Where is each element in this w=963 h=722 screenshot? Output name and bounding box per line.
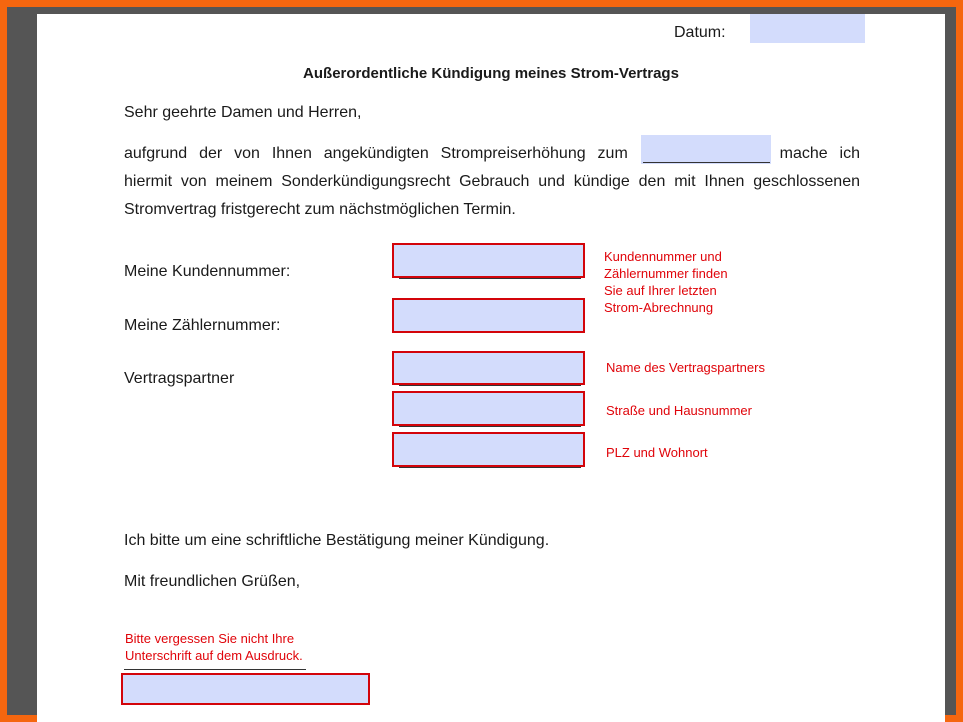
zip-city-underline <box>399 467 581 468</box>
contract-partner-label: Vertragspartner <box>124 370 235 387</box>
numbers-hint-line-4: Strom-Abrechnung <box>604 300 714 315</box>
date-label: Datum: <box>674 24 726 41</box>
numbers-hint-line-2: Zählernummer finden <box>604 266 728 281</box>
price-increase-date-underline <box>643 162 770 163</box>
signature-hint-note <box>125 630 303 664</box>
partner-name-note: Name des Vertragspartners <box>606 360 765 375</box>
street-field[interactable] <box>392 391 585 426</box>
signature-hint-line-1: Bitte vergessen Sie nicht Ihre <box>125 631 295 646</box>
confirmation-request: Ich bitte um eine schriftliche Bestätigung meiner Kündigung. <box>124 532 550 549</box>
signature-underline <box>124 669 306 670</box>
closing: Mit freundlichen Grüßen, <box>124 573 301 590</box>
zip-city-note: PLZ und Wohnort <box>606 445 708 460</box>
body-line-3: Stromvertrag fristgerecht zum nächstmöglichen Termin. <box>124 201 516 218</box>
customer-number-underline <box>399 278 581 279</box>
street-note: Straße und Hausnummer <box>606 403 752 418</box>
date-field[interactable] <box>750 14 865 43</box>
customer-number-label: Meine Kundennummer: <box>124 263 291 280</box>
price-increase-date-field[interactable] <box>641 135 771 164</box>
body-line-2: hiermit von meinem Sonderkündigungsrecht Gebrauch und kündige den mit Ihnen geschlossenen <box>124 173 860 190</box>
meter-number-label: Meine Zählernummer: <box>124 317 281 334</box>
meter-number-field[interactable] <box>392 298 585 333</box>
page-title: Außerordentliche Kündigung meines Strom-Vertrags <box>303 65 679 82</box>
numbers-hint-note <box>604 248 728 316</box>
document-viewer <box>7 7 956 715</box>
partner-name-field[interactable] <box>392 351 585 385</box>
body-line-1-start: aufgrund der von Ihnen angekündigten Strompreiserhöhung zum <box>124 145 628 162</box>
customer-number-field[interactable] <box>392 243 585 278</box>
numbers-hint-line-1: Kundennummer und <box>604 249 722 264</box>
partner-name-underline <box>399 385 581 386</box>
salutation: Sehr geehrte Damen und Herren, <box>124 104 362 121</box>
zip-city-field[interactable] <box>392 432 585 467</box>
document-page <box>37 14 945 722</box>
numbers-hint-line-3: Sie auf Ihrer letzten <box>604 283 717 298</box>
signature-field[interactable] <box>121 673 370 705</box>
street-underline <box>399 426 581 427</box>
body-line-1-end: mache ich <box>779 145 860 162</box>
signature-hint-line-2: Unterschrift auf dem Ausdruck. <box>125 648 303 663</box>
